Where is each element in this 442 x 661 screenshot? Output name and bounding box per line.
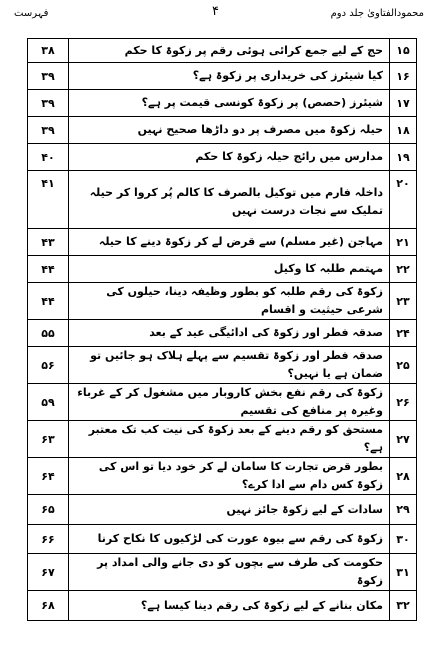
toc-row [28,171,417,229]
toc-page-number: ۶۴ [28,458,69,495]
toc-entry-title: مدارس میں رائج حیلہ زکوۃ کا حکم [69,144,390,171]
toc-row [28,229,417,256]
toc-entry-title: حیلہ زکوۃ میں مصرف پر دو داڑھا صحیح نہیں [69,117,390,144]
toc-entry-number: ۲۰ [390,171,417,229]
toc-page-number: ۴۱ [28,171,69,229]
toc-entry-title: بطور قرض تجارت کا سامان لے کر خود دیا تو اس کی زکوۃ کس دام سے ادا کرے؟ [69,458,390,495]
toc-page-number: ۶۷ [28,554,69,591]
toc-row [28,421,417,458]
toc-entry-number: ۲۱ [390,229,417,256]
toc-entry-number: ۱۷ [390,90,417,117]
toc-entry-number: ۱۸ [390,117,417,144]
toc-page-number: ۶۵ [28,495,69,525]
toc-entry-title: زکوۃ کی رقم نفع بخش کاروبار میں مشغول کر کے غرباء وغیرہ پر منافع کی تقسیم [69,384,390,421]
toc-entry-title: مکان بنانے کے لیے زکوۃ کی رقم دینا کیسا ہے؟ [69,591,390,621]
toc-entry-title: شیئرز (حصص) پر زکوۃ کونسی قیمت پر ہے؟ [69,90,390,117]
toc-page-number: ۳۹ [28,117,69,144]
toc-page-number: ۴۴ [28,256,69,283]
toc-row [28,320,417,347]
section-label: فہرست [14,8,49,19]
toc-entry-number: ۲۶ [390,384,417,421]
toc-entry-title: زکوۃ کی رقم طلبہ کو بطور وظیفہ دینا، حیلوں کی شرعی حیثیت و اقسام [69,283,390,320]
toc-entry-title: مہتمم طلبہ کا وکیل [69,256,390,283]
toc-entry-number: ۱۹ [390,144,417,171]
toc-page-number: ۴۴ [28,283,69,320]
page-header [0,0,442,30]
table-of-contents [27,38,417,621]
toc-row [28,554,417,591]
toc-row [28,63,417,90]
toc-entry-number: ۳۱ [390,554,417,591]
toc-entry-number: ۳۲ [390,591,417,621]
toc-row [28,256,417,283]
toc-page-number: ۵۹ [28,384,69,421]
toc-entry-number: ۳۰ [390,525,417,554]
toc-entry-number: ۲۳ [390,283,417,320]
toc-row [28,90,417,117]
toc-entry-number: ۲۸ [390,458,417,495]
toc-entry-title: مہاجن (غیر مسلم) سے قرض لے کر زکوۃ دینے کا حیلہ [69,229,390,256]
toc-entry-title: زکوۃ کی رقم سے بیوہ عورت کی لڑکیوں کا نکاح کرنا [69,525,390,554]
toc-page-number: ۳۸ [28,39,69,63]
toc-page-number: ۳۹ [28,90,69,117]
toc-row [28,458,417,495]
toc-page-number: ۵۵ [28,320,69,347]
toc-entry-title: صدقہ فطر اور زکوۃ تقسیم سے پہلے ہلاک ہو جائیں تو ضمان ہے یا نہیں؟ [69,347,390,384]
toc-page-number: ۴۰ [28,144,69,171]
toc-page-number: ۶۸ [28,591,69,621]
toc-entry-title: سادات کے لیے زکوۃ جائز نہیں [69,495,390,525]
toc-row [28,384,417,421]
toc-row [28,495,417,525]
book-title: محمودالفتاویٰ جلد دوم [330,8,424,19]
toc-entry-number: ۲۹ [390,495,417,525]
page-number: ۴ [212,4,219,19]
toc-entry-title: مستحق کو رقم دینے کے بعد زکوۃ کی نیت کب تک معتبر ہے؟ [69,421,390,458]
toc-page-number: ۶۳ [28,421,69,458]
toc-row [28,117,417,144]
toc-row [28,525,417,554]
toc-row [28,39,417,63]
toc-row [28,283,417,320]
toc-body [28,39,417,621]
toc-entry-number: ۲۷ [390,421,417,458]
toc-row [28,347,417,384]
toc-row [28,591,417,621]
toc-entry-title: داخلہ فارم میں توکیل بالصرف کا کالم پُر کروا کر حیلہ تملیک سے نجات درست نہیں [69,171,390,229]
toc-page-number: ۵۶ [28,347,69,384]
toc-entry-number: ۱۵ [390,39,417,63]
toc-entry-number: ۲۴ [390,320,417,347]
toc-entry-title: صدقہ فطر اور زکوۃ کی ادائیگی عید کے بعد [69,320,390,347]
toc-page-number: ۳۹ [28,63,69,90]
toc-entry-title: حج کے لیے جمع کرائی ہوئی رقم پر زکوۃ کا حکم [69,39,390,63]
toc-entry-number: ۱۶ [390,63,417,90]
toc-page-number: ۶۶ [28,525,69,554]
toc-row [28,144,417,171]
toc-entry-number: ۲۵ [390,347,417,384]
toc-page-number: ۴۳ [28,229,69,256]
toc-entry-number: ۲۲ [390,256,417,283]
toc-entry-title: حکومت کی طرف سے بچوں کو دی جانے والی امداد پر زکوۃ [69,554,390,591]
toc-entry-title: کیا شیئرز کی خریداری پر زکوۃ ہے؟ [69,63,390,90]
